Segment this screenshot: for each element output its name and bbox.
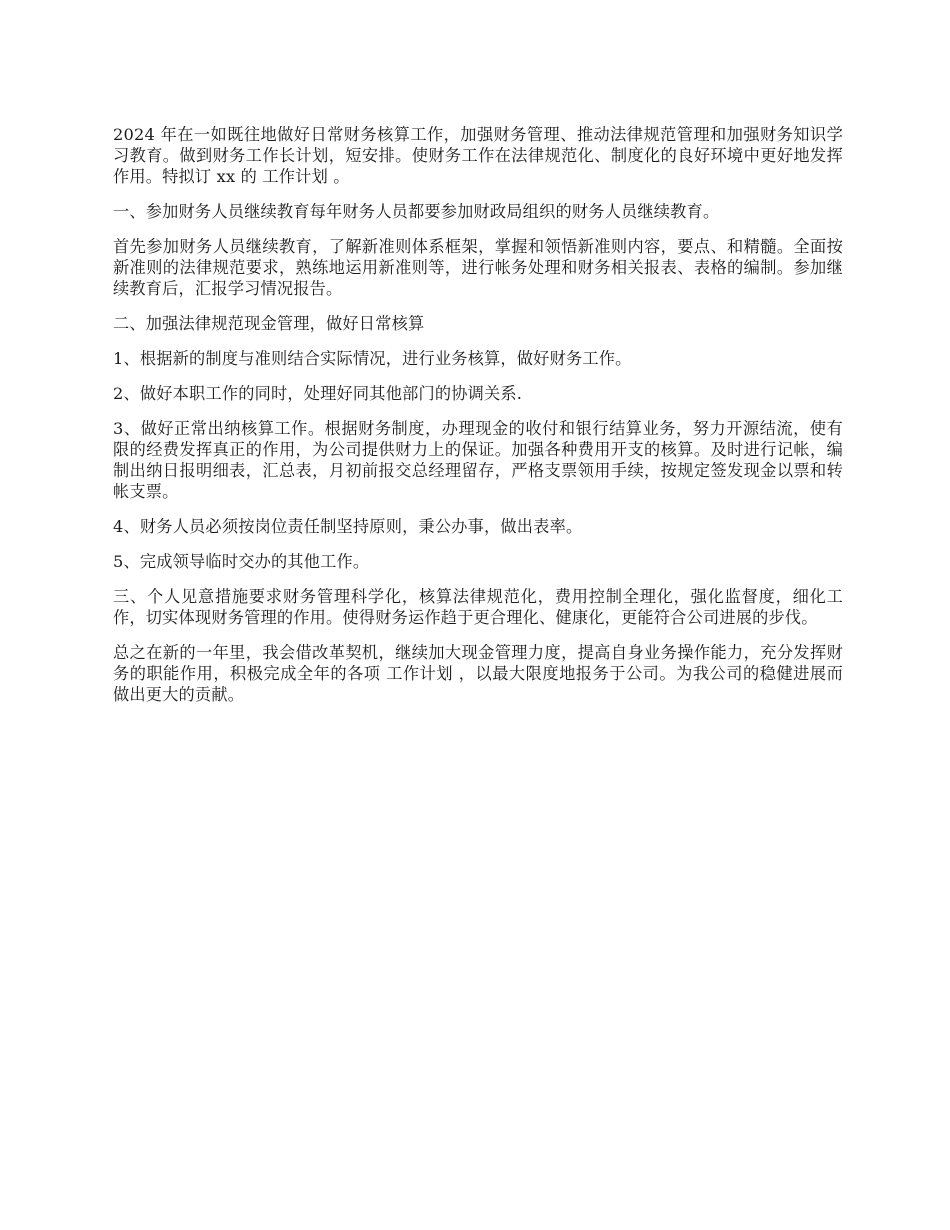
intro-paragraph: 2024 年在一如既往地做好日常财务核算工作，加强财务管理、推动法律规范管理和加强财务知识学习教育。做到财务工作长计划，短安排。使财务工作在法律规范化、制度化的良好环境中更好地发挥作用。特拟订 xx 的 工作计划 。 — [113, 125, 843, 186]
document-body — [113, 124, 843, 719]
list-item-2: 2、做好本职工作的同时，处理好同其他部门的协调关系. — [113, 384, 523, 403]
section-heading-continuing-education: 一、参加财务人员继续教育每年财务人员都要参加财政局组织的财务人员继续教育。 — [113, 202, 720, 221]
list-item-5: 5、完成领导临时交办的其他工作。 — [113, 552, 370, 571]
section-heading-personal-suggestions: 三、个人见意措施要求财务管理科学化，核算法律规范化，费用控制全理化，强化监督度，细化工作，切实体现财务管理的作用。使得财务运作趋于更合理化、健康化，更能符合公司进展的步伐。 — [113, 587, 843, 627]
list-item-3: 3、做好正常出纳核算工作。根据财务制度，办理现金的收付和银行结算业务，努力开源结流，使有限的经费发挥真正的作用，为公司提供财力上的保证。加强各种费用开支的核算。及时进行记帐，编制出纳日报明细表，汇总表，月初前报交总经理留存，严格支票领用手续，按规定签发现金以票和转帐支票。 — [113, 419, 843, 501]
conclusion-paragraph: 总之在新的一年里，我会借改革契机，继续加大现金管理力度，提高自身业务操作能力，充分发挥财务的职能作用，积极完成全年的各项 工作计划 ，以最大限度地报务于公司。为我公司的稳健进展而做出更大的贡献。 — [113, 643, 843, 704]
list-item-1: 1、根据新的制度与准则结合实际情况，进行业务核算，做好财务工作。 — [113, 349, 632, 368]
continuing-education-paragraph: 首先参加财务人员继续教育，了解新准则体系框架，掌握和领悟新准则内容，要点、和精髓。全面按新准则的法律规范要求，熟练地运用新准则等，进行帐务处理和财务相关报表、表格的编制。参加继续教育后，汇报学习情况报告。 — [113, 237, 843, 298]
list-item-4: 4、财务人员必须按岗位责任制坚持原则，秉公办事，做出表率。 — [113, 517, 583, 536]
section-heading-cash-management: 二、加强法律规范现金管理，做好日常核算 — [113, 314, 425, 333]
